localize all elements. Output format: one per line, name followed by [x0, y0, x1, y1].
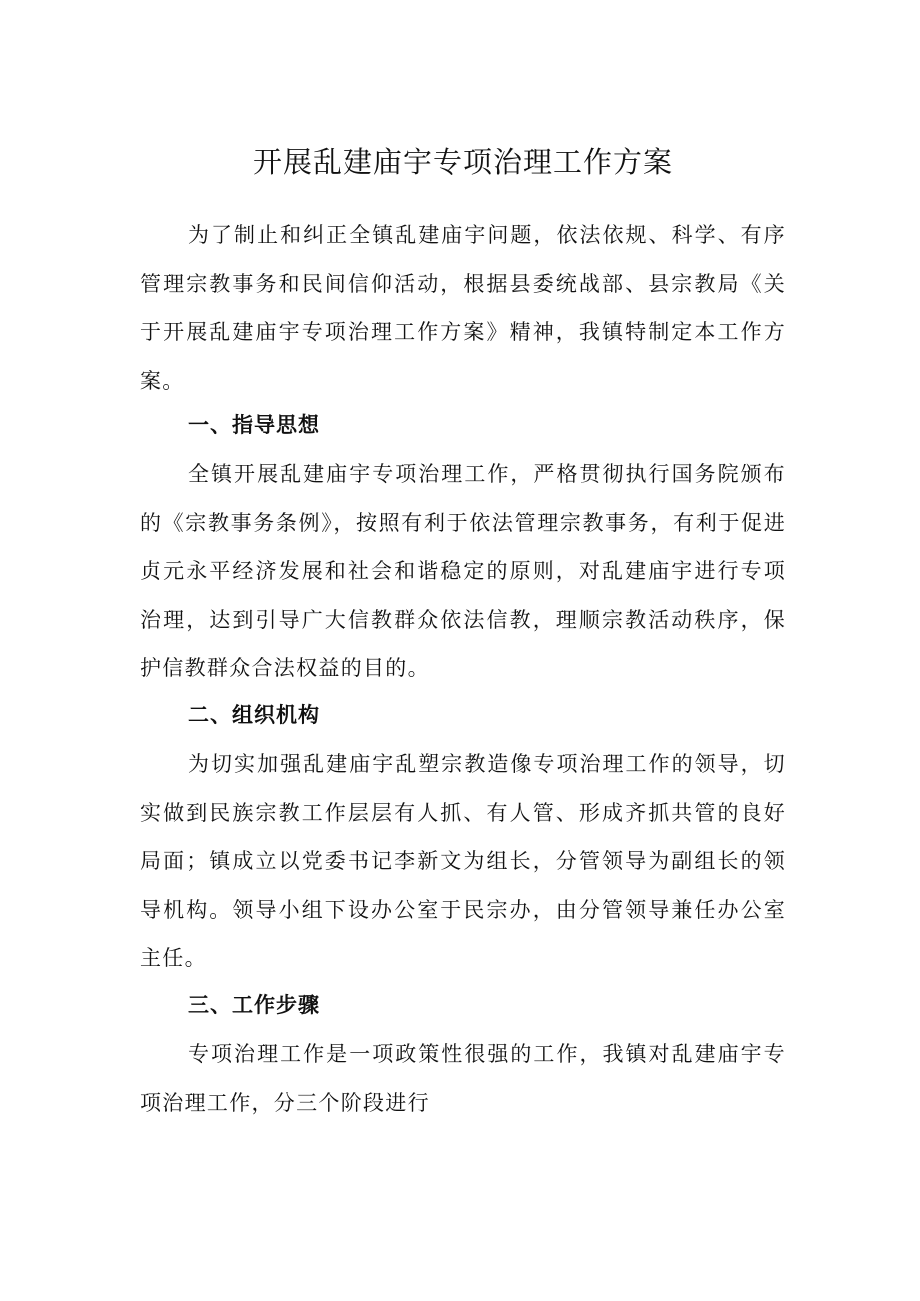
- section-heading-organization: 二、组织机构: [188, 703, 320, 727]
- document-title: 开展乱建庙宇专项治理工作方案: [252, 145, 673, 179]
- section-heading-guiding-ideology: 一、指导思想: [188, 413, 320, 437]
- section-heading-work-steps: 三、工作步骤: [188, 993, 320, 1017]
- intro-paragraph: 为了制止和纠正全镇乱建庙宇问题，依法依规、科学、有序管理宗教事务和民间信仰活动，根据县委统战部、县宗教局《关于开展乱建庙宇专项治理工作方案》精神，我镇特制定本工作方案。: [140, 223, 786, 393]
- section-body-work-steps: 专项治理工作是一项政策性很强的工作，我镇对乱建庙宇专项治理工作，分三个阶段进行: [140, 1042, 786, 1115]
- section-body-organization: 为切实加强乱建庙宇乱塑宗教造像专项治理工作的领导，切实做到民族宗教工作层层有人抓、有人管、形成齐抓共管的良好局面；镇成立以党委书记李新文为组长，分管领导为副组长的领导机构。领导小组下设办公室于民宗办，由分管领导兼任办公室主任。: [140, 752, 786, 970]
- section-body-guiding-ideology: 全镇开展乱建庙宇专项治理工作，严格贯彻执行国务院颁布的《宗教事务条例》，按照有利于依法管理宗教事务，有利于促进贞元永平经济发展和社会和谐稳定的原则，对乱建庙宇进行专项治理，达到引导广大信教群众依法信教，理顺宗教活动秩序，保护信教群众合法权益的目的。: [140, 462, 786, 680]
